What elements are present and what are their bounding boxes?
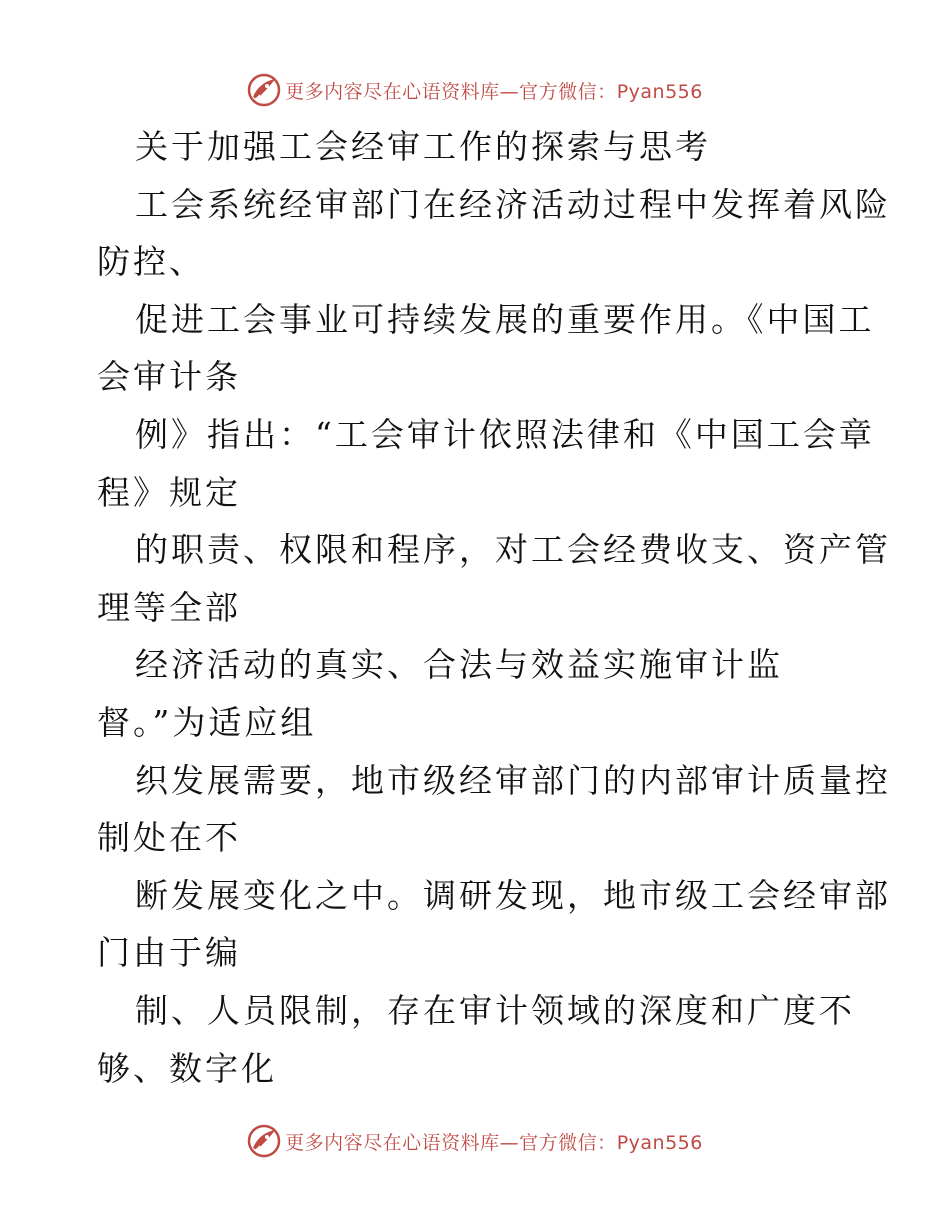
watermark-separator: — xyxy=(499,1131,520,1154)
paragraph-line: 织发展需要，地市级经审部门的内部审计质量控 xyxy=(135,760,891,800)
pen-nib-logo-icon xyxy=(247,1124,281,1158)
paragraph-line: 例》指出：“工会审计依照法律和《中国工会章 xyxy=(135,414,875,454)
watermark-wechat-account: Pyan556 xyxy=(616,80,703,103)
watermark-text xyxy=(285,1128,703,1155)
paragraph-line: 督。”为适应组 xyxy=(97,702,317,742)
paragraph-line: 理等全部 xyxy=(97,587,241,627)
watermark-text xyxy=(285,77,703,104)
watermark-wechat-label: 官方微信： xyxy=(519,80,617,103)
watermark-separator: — xyxy=(499,80,520,103)
footer-watermark-banner xyxy=(0,1121,950,1161)
paragraph-line: 门由于编 xyxy=(97,933,241,973)
watermark-site-text: 更多内容尽在心语资料库 xyxy=(285,1131,500,1154)
document-body xyxy=(97,118,891,1097)
paragraph-line: 够、数字化 xyxy=(97,1048,277,1088)
paragraph-line: 促进工会事业可持续发展的重要作用。《中国工 xyxy=(135,299,875,339)
paragraph-line: 断发展变化之中。调研发现，地市级工会经审部 xyxy=(135,875,891,915)
header-watermark-banner xyxy=(0,70,950,110)
watermark-wechat-account: Pyan556 xyxy=(616,1131,703,1154)
paragraph-line: 程》规定 xyxy=(97,472,241,512)
paragraph-line: 经济活动的真实、合法与效益实施审计监 xyxy=(135,645,783,685)
paragraph-line: 制处在不 xyxy=(97,818,241,858)
paragraph-line: 制、人员限制，存在审计领域的深度和广度不 xyxy=(135,990,855,1030)
watermark-site-text: 更多内容尽在心语资料库 xyxy=(285,80,500,103)
paragraph-line: 的职责、权限和程序，对工会经费收支、资产管 xyxy=(135,530,891,570)
document-title: 关于加强工会经审工作的探索与思考 xyxy=(135,127,711,166)
paragraph-line: 防控、 xyxy=(97,242,205,282)
pen-nib-logo-icon xyxy=(247,73,281,107)
paragraph-line: 工会系统经审部门在经济活动过程中发挥着风险 xyxy=(135,184,891,224)
watermark-wechat-label: 官方微信： xyxy=(519,1131,617,1154)
paragraph-line: 会审计条 xyxy=(97,357,241,397)
